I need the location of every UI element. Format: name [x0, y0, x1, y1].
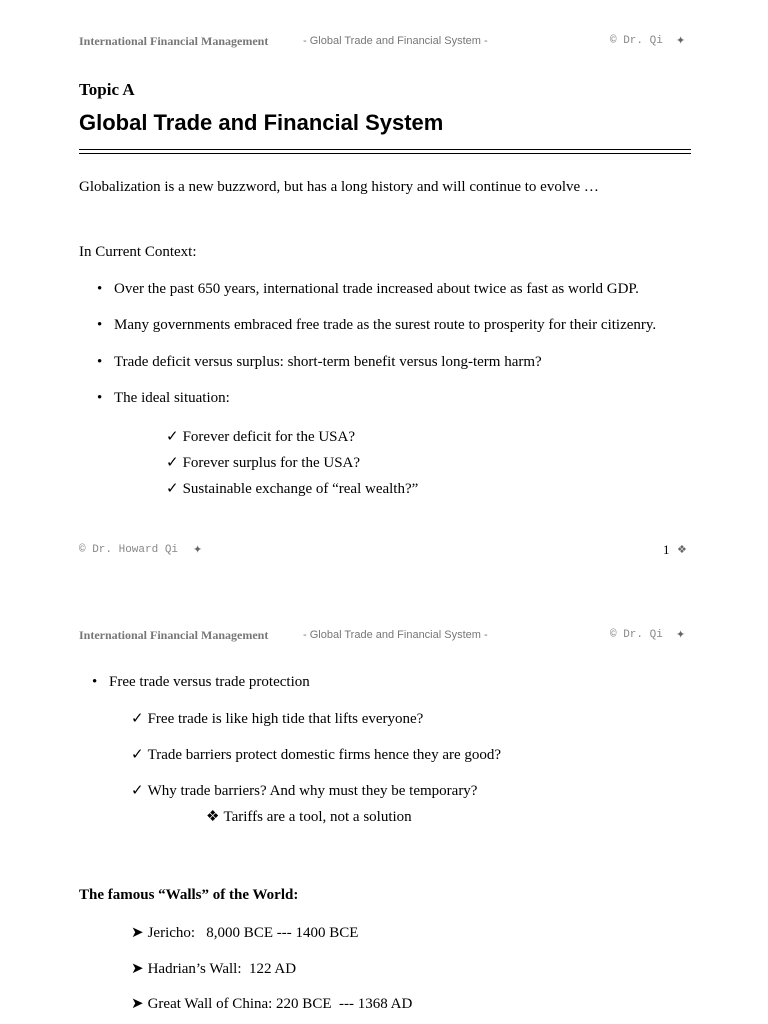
check-item-text: Trade barriers protect domestic firms hence they are good? [147, 747, 502, 763]
header-course: International Financial Management [79, 628, 269, 642]
page-title: Global Trade and Financial System [79, 110, 444, 135]
context-heading: In Current Context: [79, 244, 197, 260]
arrow-item [131, 959, 296, 978]
check-item-text: Why trade barriers? And why must they be temporary? [147, 783, 478, 799]
check-item [131, 709, 423, 728]
arrow-bullet-icon: ➤ [131, 925, 144, 941]
header-course: International Financial Management [79, 34, 269, 48]
arrow-item [131, 994, 412, 1013]
check-item [131, 745, 501, 764]
title-rule-top [79, 149, 691, 150]
check-item [166, 453, 360, 472]
arrow-item-text: Hadrian’s Wall: 122 AD [147, 961, 297, 977]
bullet-item: • The ideal situation: [114, 390, 230, 407]
diamond-bullet-icon: ❖ [206, 809, 220, 825]
page-number: 1 [663, 542, 670, 557]
header-author: © Dr. Qi [610, 629, 663, 641]
leaf-icon: ✦ [676, 629, 686, 641]
checkmark-icon: ✓ [131, 747, 144, 763]
arrow-bullet-icon: ➤ [131, 996, 144, 1012]
bullet-item: • Trade deficit versus surplus: short-term benefit versus long-term harm? [114, 354, 542, 371]
leaf-icon: ✦ [193, 544, 203, 556]
checkmark-icon: ✓ [131, 711, 144, 727]
diamond-item-text: Tariffs are a tool, not a solution [223, 809, 412, 825]
checkmark-icon: ✓ [166, 481, 179, 497]
check-item-text: Sustainable exchange of “real wealth?” [182, 481, 419, 497]
check-item-text: Forever surplus for the USA? [182, 455, 361, 471]
checkmark-icon: ✓ [166, 429, 179, 445]
check-item-text: Forever deficit for the USA? [182, 429, 356, 445]
check-item-text: Free trade is like high tide that lifts everyone? [147, 711, 424, 727]
arrow-item [131, 923, 358, 942]
topic-label: Topic A [79, 80, 135, 99]
footer-author: © Dr. Howard Qi [79, 544, 179, 556]
checkmark-icon: ✓ [131, 783, 144, 799]
title-rule-bottom [79, 153, 691, 154]
bullet-item: • Over the past 650 years, international trade increased about twice as fast as world GDP. [114, 281, 639, 298]
header-section: - Global Trade and Financial System - [303, 629, 488, 641]
header-author: © Dr. Qi [610, 35, 663, 47]
leaf-icon: ✦ [676, 35, 686, 47]
flourish-icon: ❖ [677, 544, 687, 556]
bullet-item: • Many governments embraced free trade as the surest route to prosperity for their citizenry. [114, 317, 656, 334]
arrow-item-text: Jericho: 8,000 BCE --- 1400 BCE [147, 925, 359, 941]
checkmark-icon: ✓ [166, 455, 179, 471]
check-item [166, 427, 355, 446]
arrow-bullet-icon: ➤ [131, 961, 144, 977]
check-item [166, 479, 418, 498]
intro-text: Globalization is a new buzzword, but has a long history and will continue to evolve … [79, 179, 599, 195]
walls-heading: The famous “Walls” of the World: [79, 887, 299, 903]
arrow-item-text: Great Wall of China: 220 BCE --- 1368 AD [147, 996, 413, 1012]
header-section: - Global Trade and Financial System - [303, 35, 488, 47]
diamond-item [206, 807, 412, 826]
check-item [131, 781, 477, 800]
bullet-item: • Free trade versus trade protection [109, 674, 310, 691]
